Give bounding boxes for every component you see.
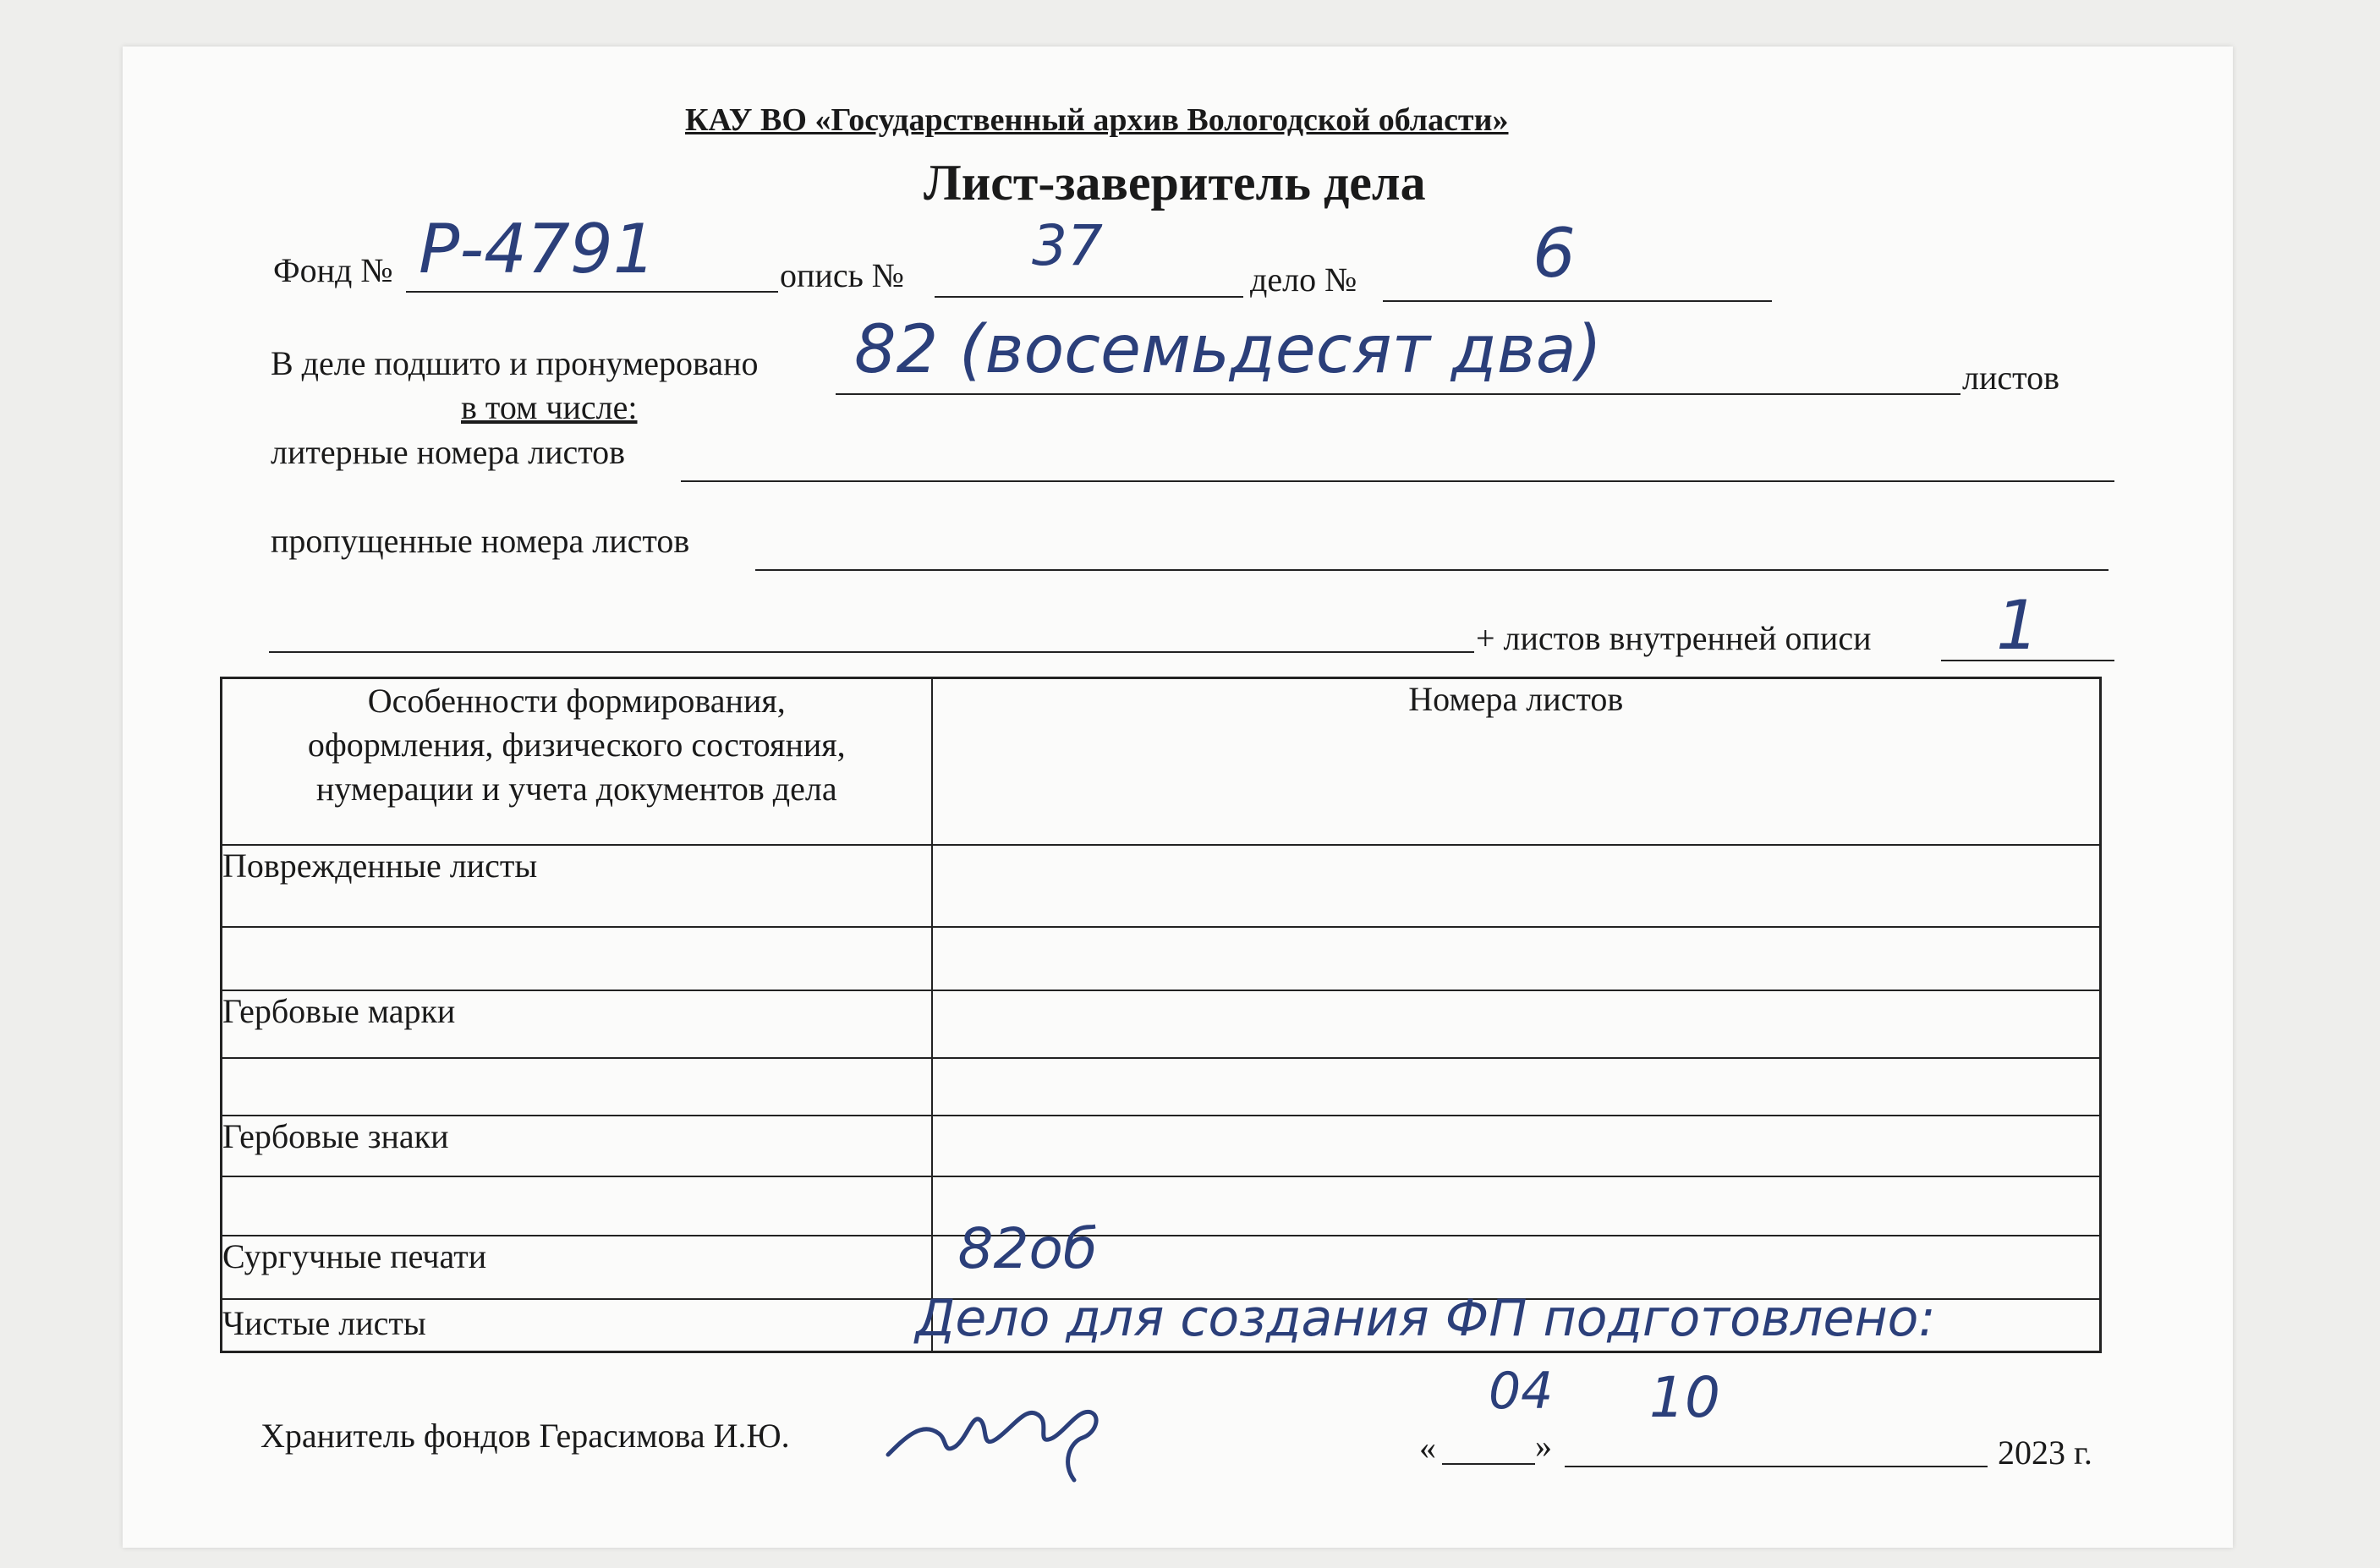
row-value-cell[interactable] <box>932 1116 2101 1176</box>
row-value-cell[interactable] <box>932 1058 2101 1116</box>
missing-numbers-label: пропущенные номера листов <box>271 522 690 560</box>
row-value-cell[interactable] <box>932 1176 2101 1236</box>
blank-sheets-note: Дело для создания ФП подготовлено: <box>915 1289 1936 1348</box>
row-label <box>222 1058 932 1116</box>
row-value-cell[interactable] <box>932 927 2101 990</box>
document-features-table <box>220 677 2102 1353</box>
opis-label: опись № <box>780 256 904 294</box>
sewn-label: В деле подшито и пронумеровано <box>271 344 759 382</box>
organization-header: КАУ ВО «Государственный архив Вологодской области» <box>685 102 1509 138</box>
date-close-quote: » <box>1535 1427 1552 1465</box>
delo-value[interactable]: 6 <box>1533 214 1576 293</box>
month-underline <box>1565 1466 1988 1467</box>
table-row <box>222 990 2101 1058</box>
delo-underline <box>1383 300 1772 302</box>
fond-label: Фонд № <box>273 251 393 289</box>
row-label <box>222 1176 932 1236</box>
row-label: Чистые листы <box>222 1299 932 1351</box>
table-row <box>222 1116 2101 1176</box>
keeper-label: Хранитель фондов Герасимова И.Ю. <box>260 1417 790 1455</box>
month-value[interactable]: 10 <box>1649 1365 1720 1430</box>
table-row <box>222 927 2101 990</box>
opis-value[interactable]: 37 <box>1032 213 1103 278</box>
delo-label: дело № <box>1250 260 1357 299</box>
row-value-cell[interactable] <box>932 845 2101 927</box>
inner-inventory-value[interactable]: 1 <box>1996 586 2039 665</box>
liter-numbers-label: литерные номера листов <box>271 433 626 471</box>
row-label: Сургучные печати <box>222 1236 932 1299</box>
inner-inventory-label: + листов внутренней описи <box>1476 619 1872 657</box>
row-label: Поврежденные листы <box>222 845 932 927</box>
day-underline <box>1442 1463 1535 1465</box>
features-header-line: нумерации и учета документов дела <box>315 770 837 808</box>
features-header-line: Особенности формирования, <box>367 682 786 720</box>
liter-numbers-underline[interactable] <box>681 480 2114 482</box>
features-column-header <box>222 678 932 846</box>
fond-value[interactable]: Р-4791 <box>419 210 656 288</box>
sewn-value[interactable]: 82 (восемьдесят два) <box>854 312 1602 388</box>
missing-numbers-underline[interactable] <box>755 569 2109 571</box>
row-value-cell[interactable] <box>915 1289 2101 1351</box>
row-label: Гербовые марки <box>222 990 932 1058</box>
row-label: Гербовые знаки <box>222 1116 932 1176</box>
table-row <box>222 1058 2101 1116</box>
document-title: Лист-заверитель дела <box>924 155 1426 211</box>
table-row <box>222 1176 2101 1236</box>
date-open-quote: « <box>1419 1428 1436 1467</box>
features-header-line: оформления, физического состояния, <box>307 726 846 764</box>
table-row <box>222 1299 2101 1351</box>
fond-underline <box>406 291 778 293</box>
inner-prefix-underline <box>269 651 1474 653</box>
seals-value: 82об <box>957 1216 1098 1281</box>
including-label: в том числе: <box>461 388 638 426</box>
signature <box>880 1387 1133 1489</box>
opis-underline <box>935 296 1243 298</box>
sewn-underline <box>836 393 1960 395</box>
year-label: 2023 г. <box>1998 1434 2092 1472</box>
row-label <box>222 927 932 990</box>
sheet-numbers-column-header: Номера листов <box>932 678 2101 846</box>
table-header-row <box>222 678 2101 846</box>
row-value-cell[interactable] <box>932 990 2101 1058</box>
sheets-label: листов <box>1962 359 2059 397</box>
table-row <box>222 845 2101 927</box>
day-value[interactable]: 04 <box>1489 1362 1554 1421</box>
